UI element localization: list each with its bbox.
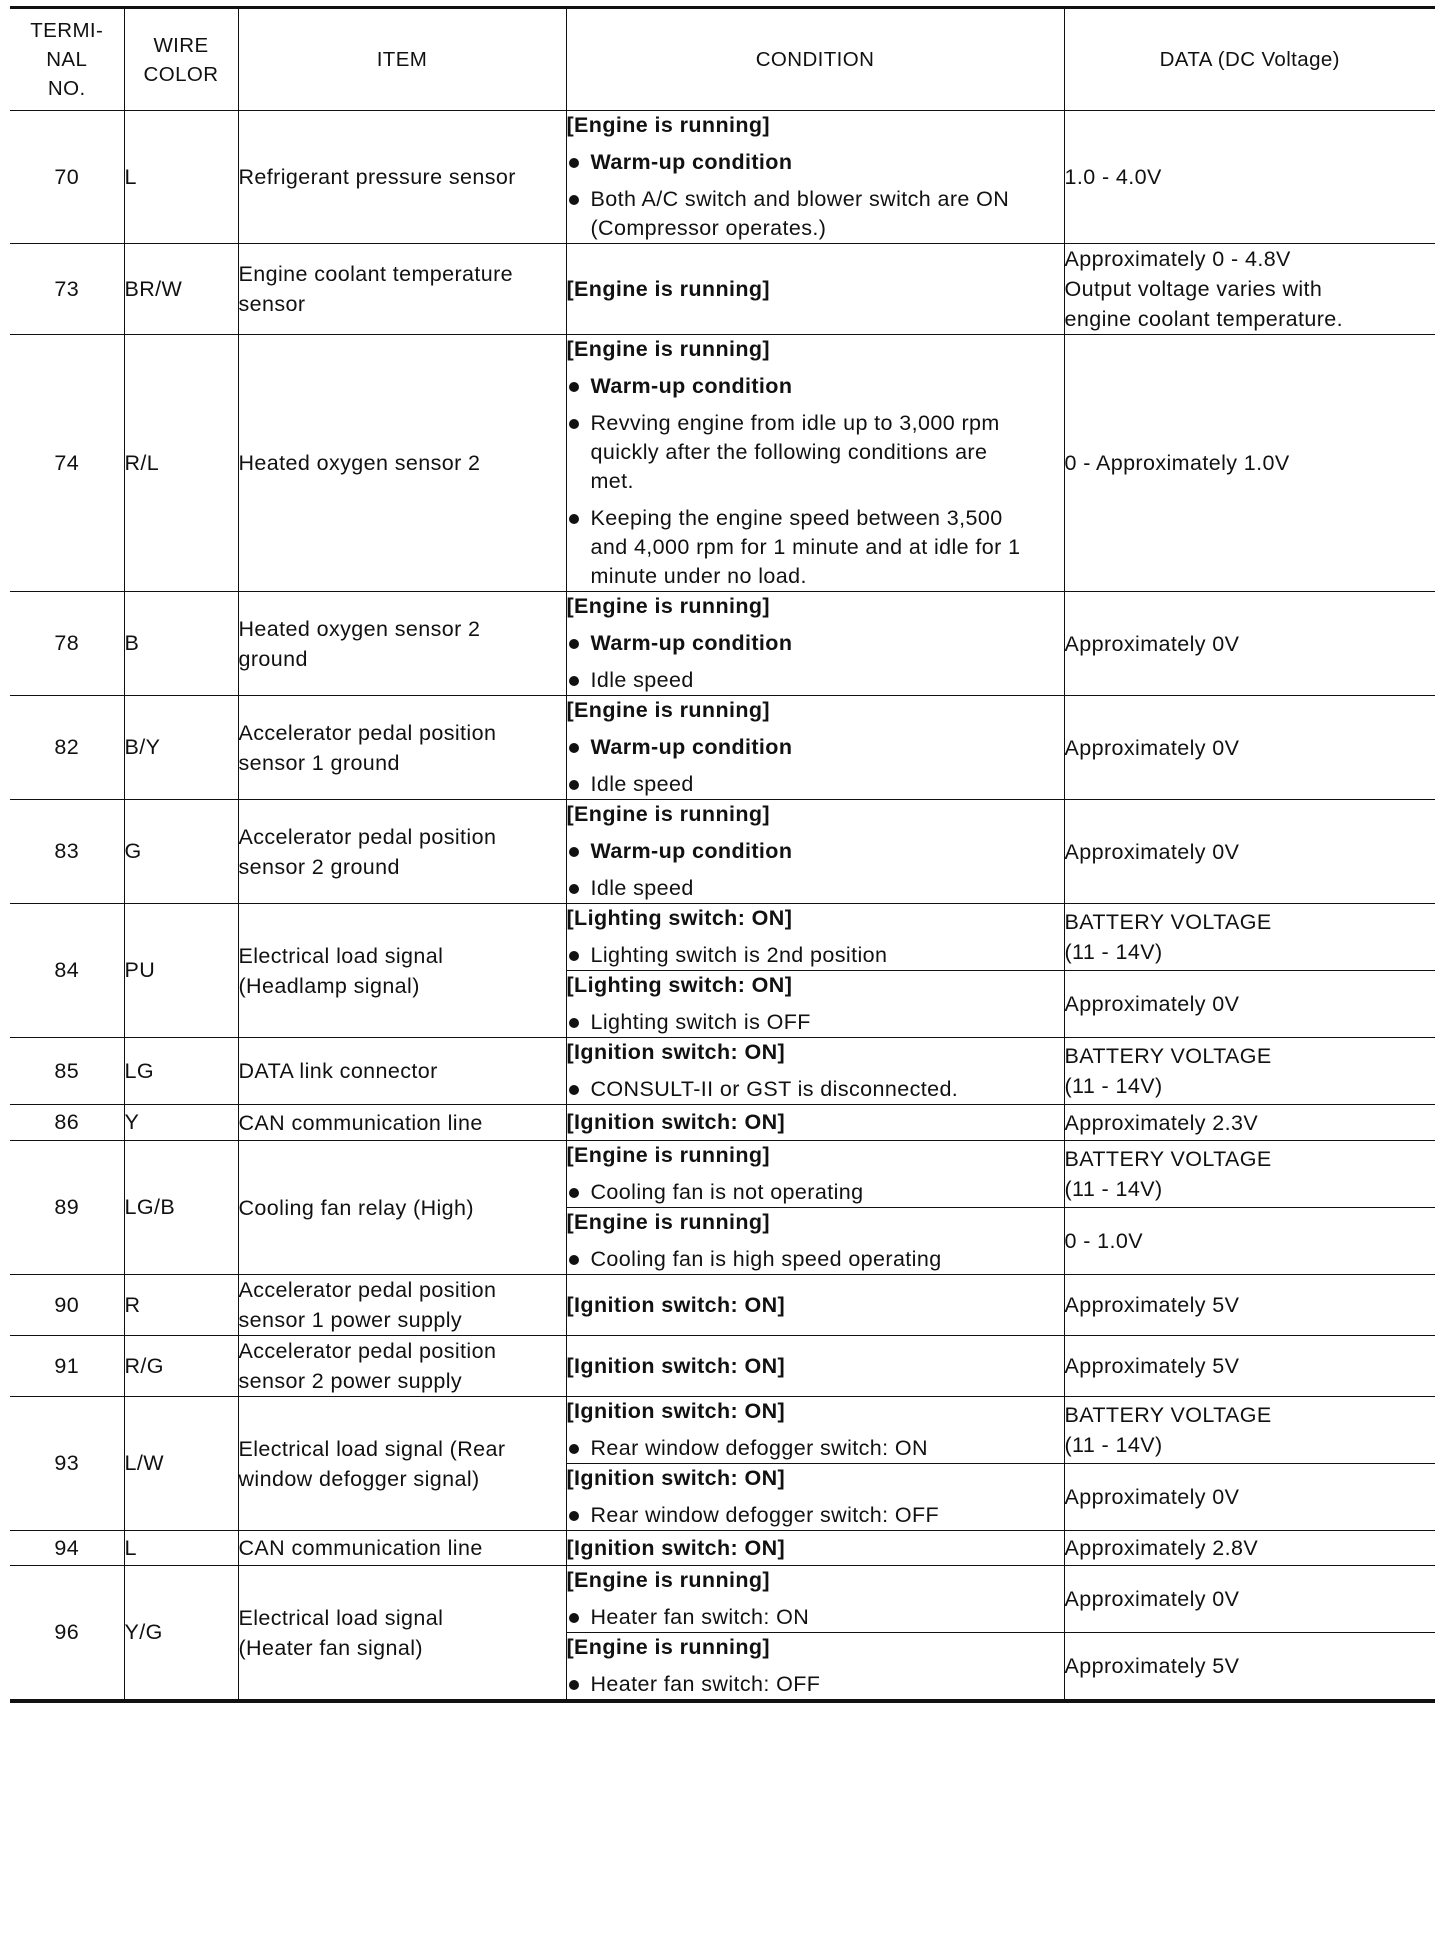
- terminal-no-cell: 94: [10, 1531, 124, 1566]
- table-row: [10, 904, 1435, 971]
- condition-cell: [566, 696, 1064, 800]
- terminal-no-cell: 85: [10, 1038, 124, 1105]
- terminal-no-cell: 86: [10, 1105, 124, 1141]
- data-voltage-cell: BATTERY VOLTAGE (11 - 14V): [1064, 1038, 1435, 1105]
- wire-color-cell: L: [124, 111, 238, 244]
- condition-heading: [Engine is running]: [566, 276, 770, 301]
- wire-color-cell: L: [124, 1531, 238, 1566]
- data-voltage-cell: 0 - Approximately 1.0V: [1064, 335, 1435, 592]
- condition-cell: [566, 800, 1064, 904]
- condition-heading: [Ignition switch: ON]: [566, 1110, 786, 1134]
- data-voltage-cell: Approximately 0V: [1064, 1464, 1435, 1531]
- data-voltage-cell: Approximately 2.8V: [1064, 1531, 1435, 1566]
- wire-color-cell: R/G: [124, 1336, 238, 1397]
- condition-heading: [Ignition switch: ON]: [566, 1535, 786, 1560]
- condition-cell: [566, 1336, 1064, 1397]
- condition-heading: [Engine is running]: [566, 1210, 770, 1234]
- wire-color-cell: B/Y: [124, 696, 238, 800]
- data-voltage-cell: BATTERY VOLTAGE (11 - 14V): [1064, 1141, 1435, 1208]
- condition-cell: [566, 592, 1064, 696]
- item-cell: Electrical load signal (Headlamp signal): [238, 904, 566, 1038]
- wire-color-cell: LG: [124, 1038, 238, 1105]
- table-row: [10, 244, 1435, 335]
- condition-cell: [566, 971, 1064, 1038]
- condition-cell: [566, 1464, 1064, 1531]
- condition-bullet: Idle speed: [567, 666, 1064, 695]
- table-row: [10, 1336, 1435, 1397]
- condition-heading: [Ignition switch: ON]: [566, 1353, 786, 1378]
- item-cell: Heated oxygen sensor 2: [238, 335, 566, 592]
- table-row: [10, 592, 1435, 696]
- terminal-table: [10, 6, 1435, 1703]
- condition-bullet: Keeping the engine speed between 3,500 and 4,000 rpm for 1 minute and at idle for 1 minute under no load.: [567, 504, 1064, 591]
- condition-bullet: Rear window defogger switch: OFF: [567, 1501, 1064, 1530]
- table-row: [10, 696, 1435, 800]
- header-row: [10, 8, 1435, 111]
- condition-bullet: Cooling fan is not operating: [567, 1178, 1064, 1207]
- wire-color-cell: PU: [124, 904, 238, 1038]
- wire-color-cell: Y/G: [124, 1566, 238, 1702]
- item-cell: Electrical load signal (Rear window defogger signal): [238, 1397, 566, 1531]
- terminal-no-cell: 89: [10, 1141, 124, 1275]
- table-row: [10, 1566, 1435, 1633]
- wire-color-cell: B: [124, 592, 238, 696]
- header-item: ITEM: [238, 8, 566, 111]
- condition-cell: [566, 244, 1064, 335]
- condition-cell: [566, 1208, 1064, 1275]
- condition-bullet: Heater fan switch: OFF: [567, 1670, 1064, 1699]
- condition-heading: [Engine is running]: [566, 1568, 770, 1592]
- condition-heading: [Engine is running]: [566, 698, 770, 722]
- terminal-no-cell: 74: [10, 335, 124, 592]
- condition-heading: [Ignition switch: ON]: [566, 1399, 786, 1423]
- item-cell: Accelerator pedal position sensor 1 ground: [238, 696, 566, 800]
- wire-color-cell: L/W: [124, 1397, 238, 1531]
- condition-bullet: Lighting switch is 2nd position: [567, 941, 1064, 970]
- condition-heading: [Lighting switch: ON]: [566, 906, 793, 930]
- terminal-no-cell: 91: [10, 1336, 124, 1397]
- terminal-no-cell: 83: [10, 800, 124, 904]
- condition-cell: [566, 335, 1064, 592]
- table-row: [10, 1397, 1435, 1464]
- condition-cell: [566, 1566, 1064, 1633]
- terminal-no-cell: 84: [10, 904, 124, 1038]
- condition-cell: [566, 1397, 1064, 1464]
- item-cell: Engine coolant temperature sensor: [238, 244, 566, 335]
- item-cell: Refrigerant pressure sensor: [238, 111, 566, 244]
- terminal-no-cell: 78: [10, 592, 124, 696]
- table-row: [10, 1531, 1435, 1566]
- item-cell: DATA link connector: [238, 1038, 566, 1105]
- item-cell: Accelerator pedal position sensor 2 power supply: [238, 1336, 566, 1397]
- condition-cell: [566, 1275, 1064, 1336]
- data-voltage-cell: Approximately 0V: [1064, 1566, 1435, 1633]
- condition-heading: [Engine is running]: [566, 113, 770, 137]
- wire-color-cell: G: [124, 800, 238, 904]
- condition-heading: [Engine is running]: [566, 1635, 770, 1659]
- item-cell: Cooling fan relay (High): [238, 1141, 566, 1275]
- wire-color-cell: Y: [124, 1105, 238, 1141]
- condition-bullet: Revving engine from idle up to 3,000 rpm quickly after the following conditions are met.: [567, 409, 1064, 496]
- item-cell: CAN communication line: [238, 1105, 566, 1141]
- table-body: [10, 111, 1435, 1702]
- condition-cell: [566, 1531, 1064, 1566]
- condition-cell: [566, 111, 1064, 244]
- table-row: [10, 1105, 1435, 1141]
- table-row: [10, 111, 1435, 244]
- terminal-no-cell: 93: [10, 1397, 124, 1531]
- condition-cell: [566, 1038, 1064, 1105]
- data-voltage-cell: Approximately 0V: [1064, 592, 1435, 696]
- condition-cell: [566, 904, 1064, 971]
- terminal-no-cell: 70: [10, 111, 124, 244]
- condition-bullet: Warm-up condition: [567, 733, 1064, 762]
- wire-color-cell: R: [124, 1275, 238, 1336]
- table-row: [10, 800, 1435, 904]
- condition-bullet: Warm-up condition: [567, 837, 1064, 866]
- condition-cell: [566, 1633, 1064, 1702]
- terminal-no-cell: 90: [10, 1275, 124, 1336]
- data-voltage-cell: 1.0 - 4.0V: [1064, 111, 1435, 244]
- wire-color-cell: R/L: [124, 335, 238, 592]
- table-row: [10, 1275, 1435, 1336]
- table-row: [10, 1141, 1435, 1208]
- data-voltage-cell: Approximately 0V: [1064, 696, 1435, 800]
- condition-heading: [Ignition switch: ON]: [566, 1040, 786, 1064]
- data-voltage-cell: 0 - 1.0V: [1064, 1208, 1435, 1275]
- wire-color-cell: BR/W: [124, 244, 238, 335]
- table-row: [10, 1038, 1435, 1105]
- condition-cell: [566, 1141, 1064, 1208]
- condition-bullet: Warm-up condition: [567, 148, 1064, 177]
- item-cell: Accelerator pedal position sensor 1 power supply: [238, 1275, 566, 1336]
- header-wire-color: WIRE COLOR: [124, 8, 238, 111]
- condition-bullet: Warm-up condition: [567, 629, 1064, 658]
- data-voltage-cell: Approximately 5V: [1064, 1275, 1435, 1336]
- condition-bullet: Heater fan switch: ON: [567, 1603, 1064, 1632]
- condition-bullet: Idle speed: [567, 770, 1064, 799]
- wire-color-cell: LG/B: [124, 1141, 238, 1275]
- condition-heading: [Engine is running]: [566, 337, 770, 361]
- condition-heading: [Engine is running]: [566, 594, 770, 618]
- data-voltage-cell: Approximately 0V: [1064, 971, 1435, 1038]
- condition-heading: [Ignition switch: ON]: [566, 1292, 786, 1317]
- condition-bullet: Idle speed: [567, 874, 1064, 903]
- terminal-no-cell: 82: [10, 696, 124, 800]
- item-cell: Heated oxygen sensor 2 ground: [238, 592, 566, 696]
- header-condition: CONDITION: [566, 8, 1064, 111]
- terminal-no-cell: 96: [10, 1566, 124, 1702]
- terminal-spec-sheet: [10, 6, 1435, 1703]
- condition-bullet: Cooling fan is high speed operating: [567, 1245, 1064, 1274]
- condition-bullet: CONSULT-II or GST is disconnected.: [567, 1075, 1064, 1104]
- header-terminal-no: TERMI- NAL NO.: [10, 8, 124, 111]
- data-voltage-cell: Approximately 0V: [1064, 800, 1435, 904]
- item-cell: CAN communication line: [238, 1531, 566, 1566]
- condition-bullet: Warm-up condition: [567, 372, 1064, 401]
- item-cell: Electrical load signal (Heater fan signal): [238, 1566, 566, 1702]
- condition-heading: [Ignition switch: ON]: [566, 1466, 786, 1490]
- table-row: [10, 335, 1435, 592]
- data-voltage-cell: Approximately 5V: [1064, 1336, 1435, 1397]
- condition-heading: [Engine is running]: [566, 1143, 770, 1167]
- condition-heading: [Lighting switch: ON]: [566, 973, 793, 997]
- header-data: DATA (DC Voltage): [1064, 8, 1435, 111]
- data-voltage-cell: Approximately 5V: [1064, 1633, 1435, 1702]
- condition-bullet: Rear window defogger switch: ON: [567, 1434, 1064, 1463]
- condition-bullet: Lighting switch is OFF: [567, 1008, 1064, 1037]
- data-voltage-cell: BATTERY VOLTAGE (11 - 14V): [1064, 1397, 1435, 1464]
- condition-heading: [Engine is running]: [566, 802, 770, 826]
- item-cell: Accelerator pedal position sensor 2 ground: [238, 800, 566, 904]
- data-voltage-cell: BATTERY VOLTAGE (11 - 14V): [1064, 904, 1435, 971]
- condition-cell: [566, 1105, 1064, 1141]
- data-voltage-cell: Approximately 2.3V: [1064, 1105, 1435, 1141]
- terminal-no-cell: 73: [10, 244, 124, 335]
- condition-bullet: Both A/C switch and blower switch are ON (Compressor operates.): [567, 185, 1064, 243]
- data-voltage-cell: Approximately 0 - 4.8V Output voltage varies with engine coolant temperature.: [1064, 244, 1435, 335]
